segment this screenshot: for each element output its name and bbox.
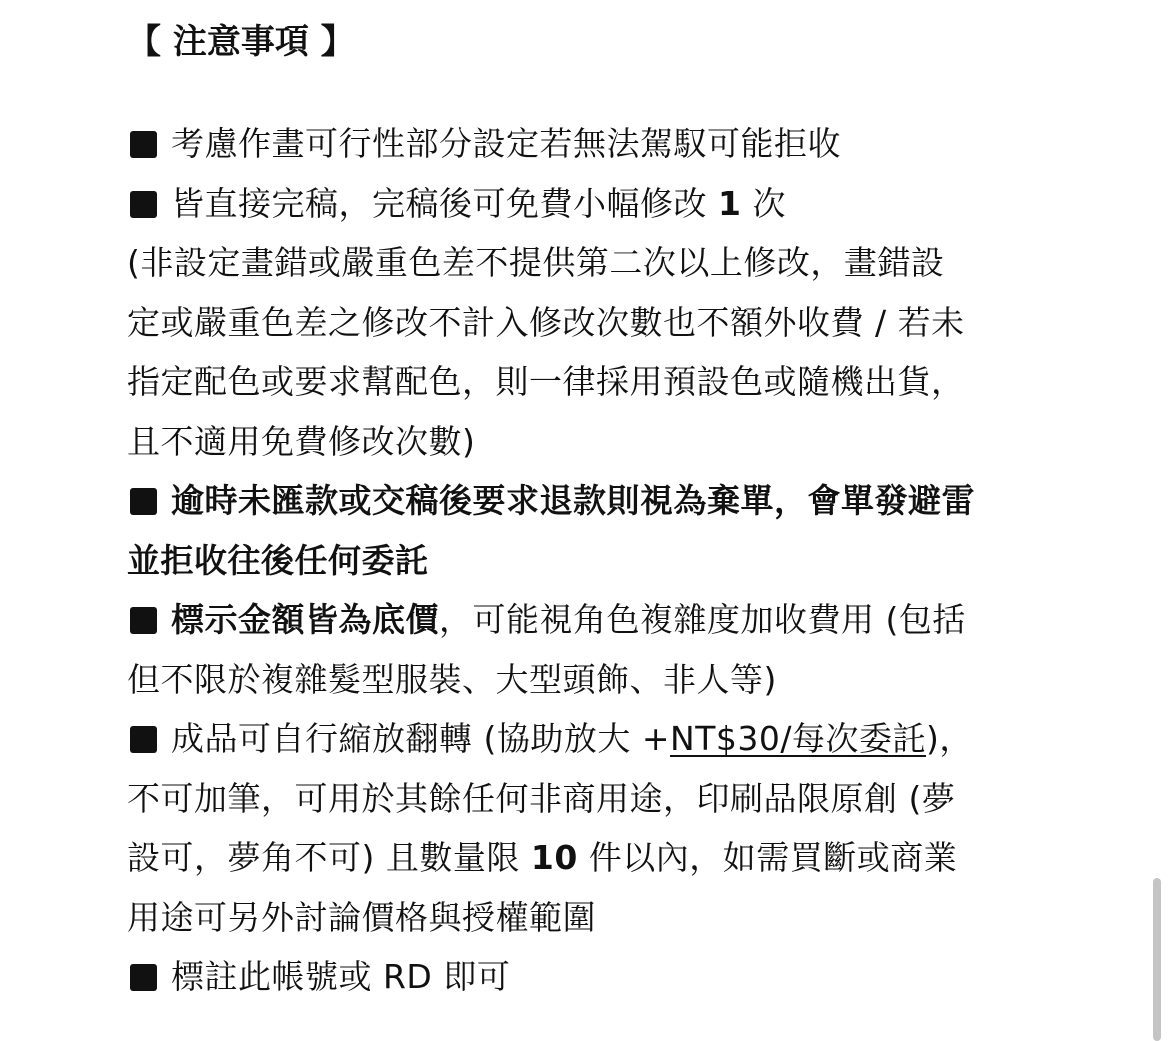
square-bullet-icon bbox=[130, 131, 157, 158]
list-item bbox=[127, 590, 1127, 650]
item-continuation: 且不適用免費修改次數) bbox=[127, 421, 476, 461]
section-heading: 【 注意事項 】 bbox=[127, 22, 355, 62]
item-text: 標註此帳號或 RD 即可 bbox=[171, 957, 511, 996]
list-item bbox=[127, 114, 1127, 174]
item-text: 考慮作畫可行性部分設定若無法駕馭可能拒收 bbox=[171, 124, 841, 163]
list-item bbox=[127, 471, 1127, 531]
square-bullet-icon bbox=[130, 191, 157, 218]
square-bullet-icon bbox=[130, 726, 157, 753]
scrollbar[interactable] bbox=[1153, 878, 1161, 1041]
item-continuation: 並拒收往後任何委託 bbox=[127, 540, 429, 580]
square-bullet-icon bbox=[130, 488, 157, 515]
item-text: 件以內，如需買斷或商業 bbox=[577, 838, 958, 877]
item-continuation bbox=[127, 828, 1127, 888]
item-text: 成品可自行縮放翻轉 (協助放大 + bbox=[171, 719, 671, 758]
item-text: 次 bbox=[741, 183, 786, 223]
item-text: 逾時未匯款或交稿後要求退款則視為棄單，會單發避雷 bbox=[171, 481, 975, 520]
item-continuation: 定或嚴重色差之修改不計入修改次數也不額外收費 / 若未 bbox=[127, 302, 965, 342]
item-continuation: 指定配色或要求幫配色，則一律採用預設色或隨機出貨， bbox=[127, 362, 965, 401]
item-continuation: 不可加筆，可用於其餘任何非商用途，印刷品限原創 (夢 bbox=[127, 778, 956, 818]
square-bullet-icon bbox=[130, 607, 157, 634]
item-continuation: 但不限於複雜髮型服裝、大型頭飾、非人等) bbox=[127, 659, 777, 699]
item-continuation: (非設定畫錯或嚴重色差不提供第二次以上修改，畫錯設 bbox=[127, 243, 945, 282]
quantity-limit: 10 bbox=[530, 838, 578, 877]
revision-count: 1 bbox=[718, 183, 742, 223]
item-text: )， bbox=[925, 719, 973, 758]
square-bullet-icon bbox=[130, 964, 157, 991]
item-text: ，可能視角色複雜度加收費用 (包括 bbox=[439, 600, 966, 639]
price-link[interactable]: NT$30/每次委託 bbox=[670, 719, 926, 758]
list-item bbox=[127, 947, 1127, 1007]
item-text: 設可，夢角不可) 且數量限 bbox=[127, 838, 531, 877]
list-item bbox=[127, 174, 1127, 234]
notice-list bbox=[127, 114, 1127, 1007]
item-emphasis: 標示金額皆為底價 bbox=[171, 600, 439, 639]
item-continuation: 用途可另外討論價格與授權範圍 bbox=[127, 897, 596, 937]
list-item bbox=[127, 709, 1127, 769]
item-text: 皆直接完稿，完稿後可免費小幅修改 bbox=[171, 183, 718, 223]
